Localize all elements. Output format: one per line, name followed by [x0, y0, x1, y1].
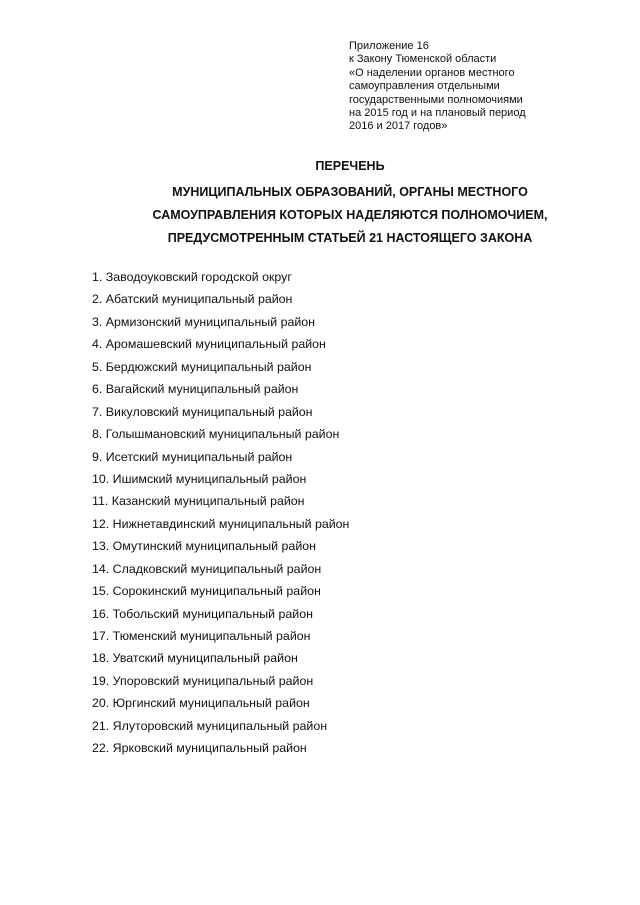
list-item: 11. Казанский муниципальный район [92, 494, 305, 509]
appendix-line: «О наделении органов местного [349, 66, 515, 79]
appendix-line: самоуправления отдельными [349, 80, 500, 93]
list-item: 8. Голышмановский муниципальный район [92, 427, 340, 442]
appendix-line: Приложение 16 [349, 40, 429, 52]
appendix-header [349, 40, 619, 134]
list-item: 12. Нижнетавдинский муниципальный район [92, 516, 350, 531]
title-line: САМОУПРАВЛЕНИЯ КОТОРЫХ НАДЕЛЯЮТСЯ ПОЛНОМОЧИЕМ, [152, 208, 548, 222]
list-item: 9. Исетский муниципальный район [92, 449, 293, 464]
list-item: 2. Абатский муниципальный район [92, 292, 293, 307]
list-item: 13. Омутинский муниципальный район [92, 539, 316, 554]
appendix-line: на 2015 год и на плановый период [349, 107, 526, 120]
list-item: 6. Вагайский муниципальный район [92, 382, 299, 397]
list-item: 3. Армизонский муниципальный район [92, 314, 316, 329]
list-item: 18. Уватский муниципальный район [92, 651, 298, 666]
list-item: 1. Заводоуковский городской округ [92, 270, 292, 284]
list-item: 10. Ишимский муниципальный район [92, 471, 307, 486]
list-item: 5. Бердюжский муниципальный район [92, 359, 312, 374]
list-item: 16. Тобольский муниципальный район [92, 606, 313, 621]
appendix-line: государственными полномочиями [349, 93, 523, 106]
list-item: 19. Упоровский муниципальный район [92, 673, 314, 688]
list-item: 7. Викуловский муниципальный район [92, 404, 313, 419]
title-line: ПЕРЕЧЕНЬ [315, 159, 385, 173]
municipality-list [92, 269, 349, 763]
title-line: МУНИЦИПАЛЬНЫХ ОБРАЗОВАНИЙ, ОРГАНЫ МЕСТНОГО [172, 185, 528, 199]
list-item: 15. Сорокинский муниципальный район [92, 584, 321, 599]
title-line: ПРЕДУСМОТРЕННЫМ СТАТЬЕЙ 21 НАСТОЯЩЕГО ЗАКОНА [167, 231, 533, 245]
appendix-line: 2016 и 2017 годов» [349, 120, 448, 133]
appendix-line: к Закону Тюменской области [349, 53, 497, 66]
list-item: 14. Сладковский муниципальный район [92, 561, 322, 576]
list-item: 20. Юргинский муниципальный район [92, 696, 310, 711]
document-title [0, 155, 640, 250]
list-item: 17. Тюменский муниципальный район [92, 629, 311, 643]
list-item: 22. Ярковский муниципальный район [92, 741, 307, 756]
list-item: 21. Ялуторовский муниципальный район [92, 718, 328, 733]
list-item: 4. Аромашевский муниципальный район [92, 337, 326, 352]
